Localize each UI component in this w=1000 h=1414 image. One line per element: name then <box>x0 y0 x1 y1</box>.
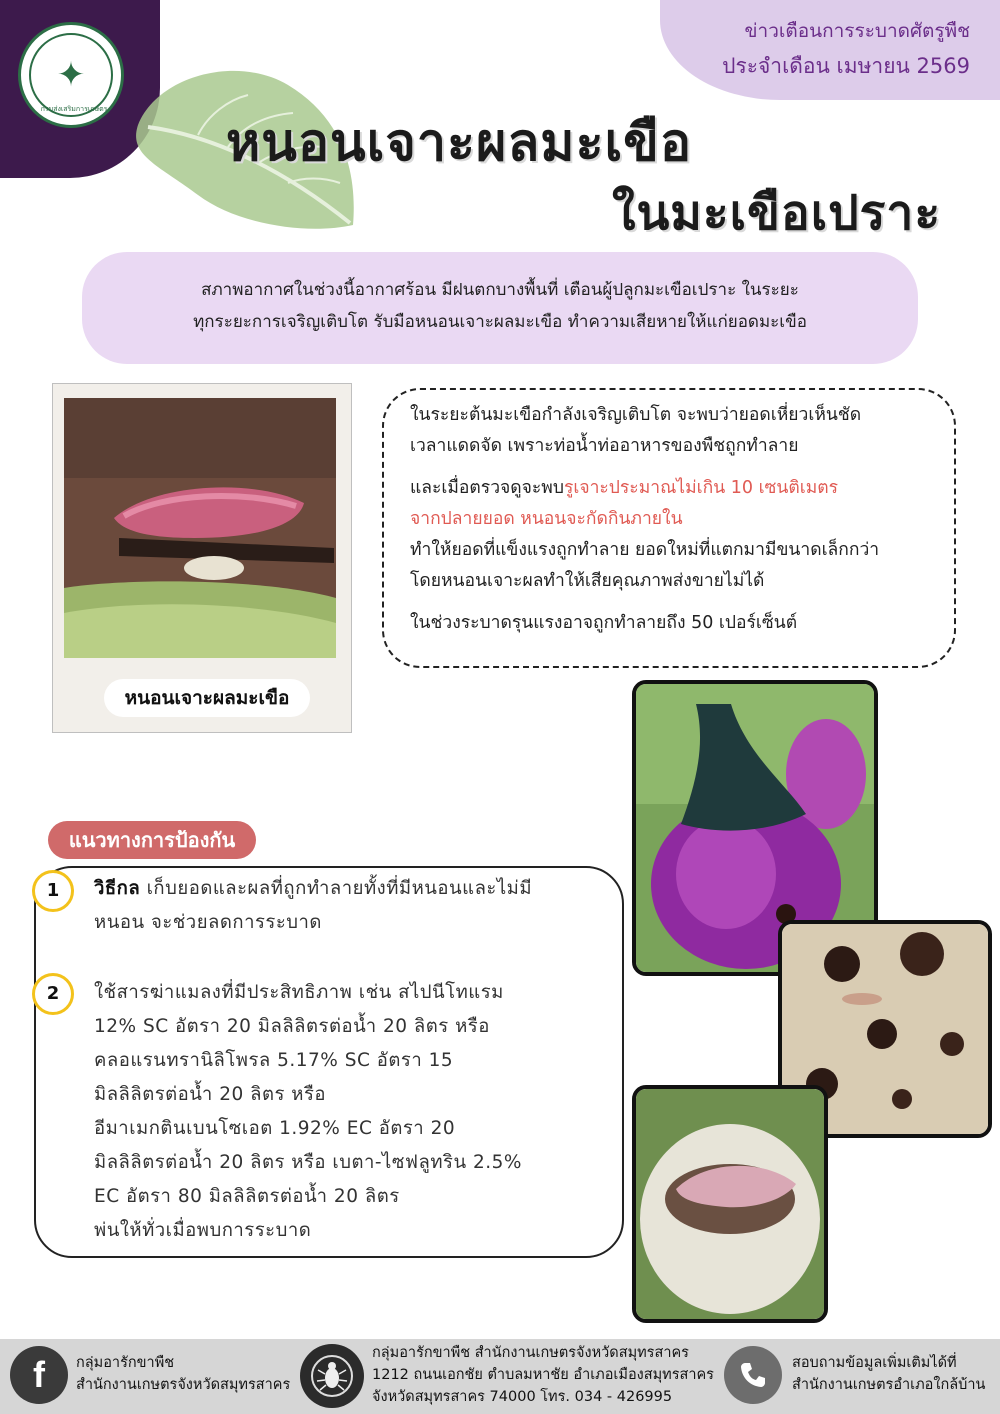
step-1-text-2: หนอน จะช่วยลดการระบาด <box>94 912 322 933</box>
info-p3: ในช่วงระบาดรุนแรงอาจถูกทำลายถึง 50 เปอร์เซ็นต์ <box>410 613 798 633</box>
info-p1-line2: เวลาแดดจัด เพราะท่อน้ำท่ออาหารของพืชถูกทำลาย <box>410 436 799 456</box>
intro-line-2: ทุกระยะการเจริญเติบโต รับมือหนอนเจาะผลมะเขือ ทำความเสียหายให้แก่ยอดมะเขือ <box>193 312 807 332</box>
facebook-line-1: กลุ่มอารักขาพืช <box>76 1355 175 1371</box>
intro-line-1: สภาพอากาศในช่วงนี้อากาศร้อน มีฝนตกบางพื้นที่ เตือนผู้ปลูกมะเขือเปราะ ในระยะ <box>201 280 799 300</box>
bulletin-date: ประจำเดือน เมษายน 2569 <box>722 54 970 78</box>
step-2-line: มิลลิลิตรต่อน้ำ 20 ลิตร หรือ เบตา-ไซฟลูทริน 2.5% <box>94 1152 523 1173</box>
info-p2-prefix: และเมื่อตรวจดูจะพบ <box>410 478 564 498</box>
step-1-text: เก็บยอดและผลที่ถูกทำลายทั้งที่มีหนอนและไม่มี <box>146 878 533 899</box>
facebook-icon[interactable]: f <box>10 1346 68 1404</box>
org-line-3: จังหวัดสมุทรสาคร 74000 โทร. 034 - 426995 <box>372 1389 673 1405</box>
step-number-1: 1 <box>32 870 74 912</box>
info-p1-line1: ในระยะต้นมะเขือกำลังเจริญเติบโต จะพบว่ายอดเหี่ยวเห็นชัด <box>410 405 862 425</box>
info-p2-line3: ทำให้ยอดที่แข็งแรงถูกทำลาย ยอดใหม่ที่แตกมามีขนาดเล็กกว่า <box>410 540 880 560</box>
step-2-line: ใช้สารฆ่าแมลงที่มีประสิทธิภาพ เช่น สไปนีโทแรม <box>94 982 504 1003</box>
step-number-2: 2 <box>32 973 74 1015</box>
bug-icon <box>310 1354 354 1398</box>
facebook-line-2: สำนักงานเกษตรจังหวัดสมุทรสาคร <box>76 1377 291 1393</box>
prevention-step-1 <box>94 872 604 940</box>
logo-text: กรมส่งเสริมการเกษตร <box>40 105 108 113</box>
step-2-line: EC อัตรา 80 มิลลิลิตรต่อน้ำ 20 ลิตร <box>94 1186 400 1207</box>
prevention-step-2 <box>94 976 609 1248</box>
contact-line-1: สอบถามข้อมูลเพิ่มเติมได้ที่ <box>792 1355 957 1371</box>
step-2-line: คลอแรนทรานิลิโพรล 5.17% SC อัตรา 15 <box>94 1050 454 1071</box>
page-subtitle: ในมะเขือเปราะ <box>612 185 942 241</box>
organization-address <box>372 1342 714 1408</box>
intro-banner <box>82 252 918 364</box>
symptom-info-box <box>382 388 956 668</box>
phone-handset-icon <box>736 1358 770 1392</box>
logo-emblem-icon: ✦ <box>29 33 113 117</box>
phone-icon[interactable] <box>724 1346 782 1404</box>
larva-inside-image <box>636 1089 824 1319</box>
step-2-line: พ่นให้ทั่วเมื่อพบการระบาด <box>94 1220 312 1241</box>
bulletin-title: ข่าวเตือนการระบาดศัตรูพืช <box>744 20 970 42</box>
larva-photo-caption: หนอนเจาะผลมะเขือ <box>104 679 310 717</box>
prevention-heading: แนวทางการป้องกัน <box>48 821 256 859</box>
facebook-page-name[interactable] <box>76 1352 290 1396</box>
info-highlight-1: รูเจาะประมาณไม่เกิน 10 เซนติเมตร <box>563 478 839 498</box>
page-title: หนอนเจาะผลมะเขือ <box>226 113 693 173</box>
info-highlight-2: จากปลายยอด หนอนจะกัดกินภายใน <box>410 509 683 529</box>
step-1-method: วิธีกล <box>94 878 141 899</box>
step-2-line: อีมาเมกตินเบนโซเอต 1.92% EC อัตรา 20 <box>94 1118 456 1139</box>
contact-line-2: สำนักงานเกษตรอำเภอใกล้บ้าน <box>792 1377 986 1393</box>
larva-inside-fruit-photo <box>632 1085 828 1323</box>
larva-photo <box>64 398 336 658</box>
step-2-line: 12% SC อัตรา 20 มิลลิลิตรต่อน้ำ 20 ลิตร หรือ <box>94 1016 490 1037</box>
info-p2-line4: โดยหนอนเจาะผลทำให้เสียคุณภาพส่งขายไม่ได้ <box>410 571 765 591</box>
plant-protection-emblem-icon <box>300 1344 364 1408</box>
org-line-2: 1212 ถนนเอกชัย ตำบลมหาชัย อำเภอเมืองสมุทรสาคร <box>372 1367 714 1383</box>
contact-info <box>792 1352 985 1396</box>
org-line-1: กลุ่มอารักขาพืช สำนักงานเกษตรจังหวัดสมุทรสาคร <box>372 1345 689 1361</box>
step-2-line: มิลลิลิตรต่อน้ำ 20 ลิตร หรือ <box>94 1084 327 1105</box>
